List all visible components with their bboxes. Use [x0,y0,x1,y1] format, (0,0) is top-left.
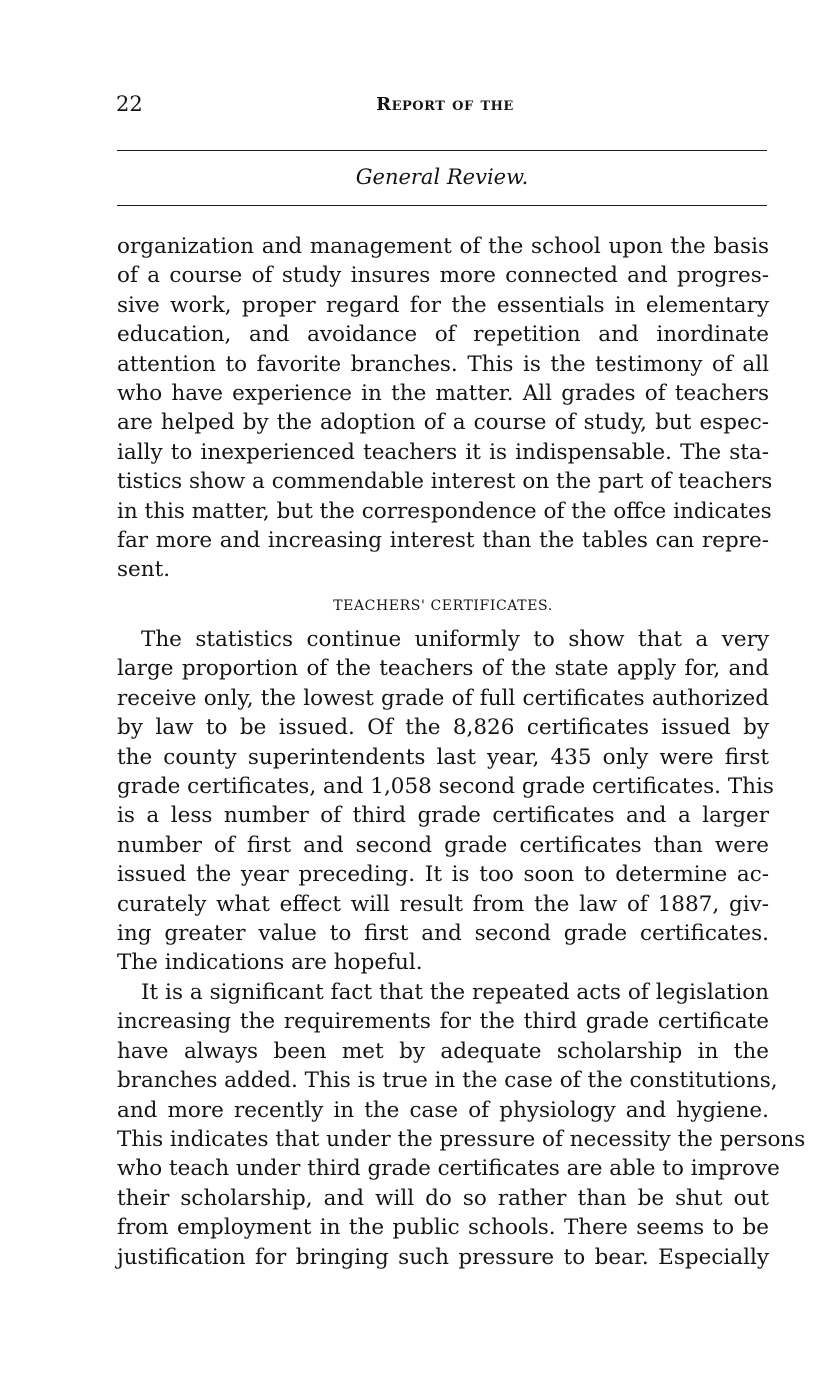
text-line: from employment in the public schools. There seems to be [117,1215,769,1241]
text-line: ing greater value to first and second grade certificates. [117,920,769,946]
text-line: by law to be issued. Of the 8,826 certificates issued by [117,715,769,741]
page-number: 22 [116,92,143,116]
text-line: education, and avoidance of repetition and inordinate [117,322,769,348]
text-line: have always been met by adequate scholarship in the [117,1038,769,1064]
text-line: organization and management of the school upon the basis [117,234,769,259]
text-line: curately what effect will result from the law of 1887, giv- [117,891,769,917]
text-line: increasing the requirements for the third grade certificate [117,1009,769,1035]
text-line: the county superintendents last year, 435 only were first [117,744,769,770]
subheading-teachers-certificates: TEACHERS' CERTIFICATES. [333,598,553,614]
running-head: Report of the [376,94,514,115]
text-line: are helped by the adoption of a course of study, but espec- [117,410,769,436]
text-line: ially to inexperienced teachers it is indispensable. The sta- [117,439,769,465]
text-line: in this matter, but the correspondence of the offce indicates [117,498,772,524]
text-line: The statistics continue uniformly to show that a very [141,627,769,652]
section-heading: General Review. [355,165,529,189]
text-line: This indicates that under the pressure of necessity the persons [117,1126,806,1152]
header-rule-top [117,150,767,151]
text-line: justification for bringing such pressure to bear. Especially [117,1244,769,1270]
paragraph-statistics [117,625,774,978]
text-line: grade certificates, and 1,058 second grade certificates. This [117,773,774,799]
text-line: and more recently in the case of physiology and hygiene. [117,1097,769,1123]
text-line: receive only, the lowest grade of full certificates authorized [117,685,769,711]
text-line: attention to favorite branches. This is the testimony of all [117,351,769,377]
paragraph-organization [117,232,773,585]
text-line: issued the year preceding. It is too soon to determine ac- [117,862,769,888]
text-line: of a course of study insures more connected and progres- [117,263,769,289]
text-line: who teach under third grade certificates are able to improve [117,1156,780,1182]
text-line: who have experience in the matter. All grades of teachers [117,380,769,406]
text-line: far more and increasing interest than the tables can repre- [117,527,769,553]
text-line: tistics show a commendable interest on the part of teachers [117,469,773,495]
text-line: sive work, proper regard for the essentials in elementary [117,292,769,318]
text-line: large proportion of the teachers of the state apply for, and [117,656,769,682]
text-line: sent. [117,557,171,583]
text-line: number of first and second grade certificates than were [117,832,769,858]
header-rule-bottom [117,205,767,206]
paragraph-legislation [117,978,806,1272]
text-line: It is a significant fact that the repeated acts of legislation [141,980,769,1005]
text-line: is a less number of third grade certificates and a larger [117,803,769,829]
text-line: their scholarship, and will do so rather than be shut out [117,1185,769,1211]
text-line: branches added. This is true in the case of the constitutions, [117,1068,778,1094]
text-line: The indications are hopeful. [117,950,423,976]
